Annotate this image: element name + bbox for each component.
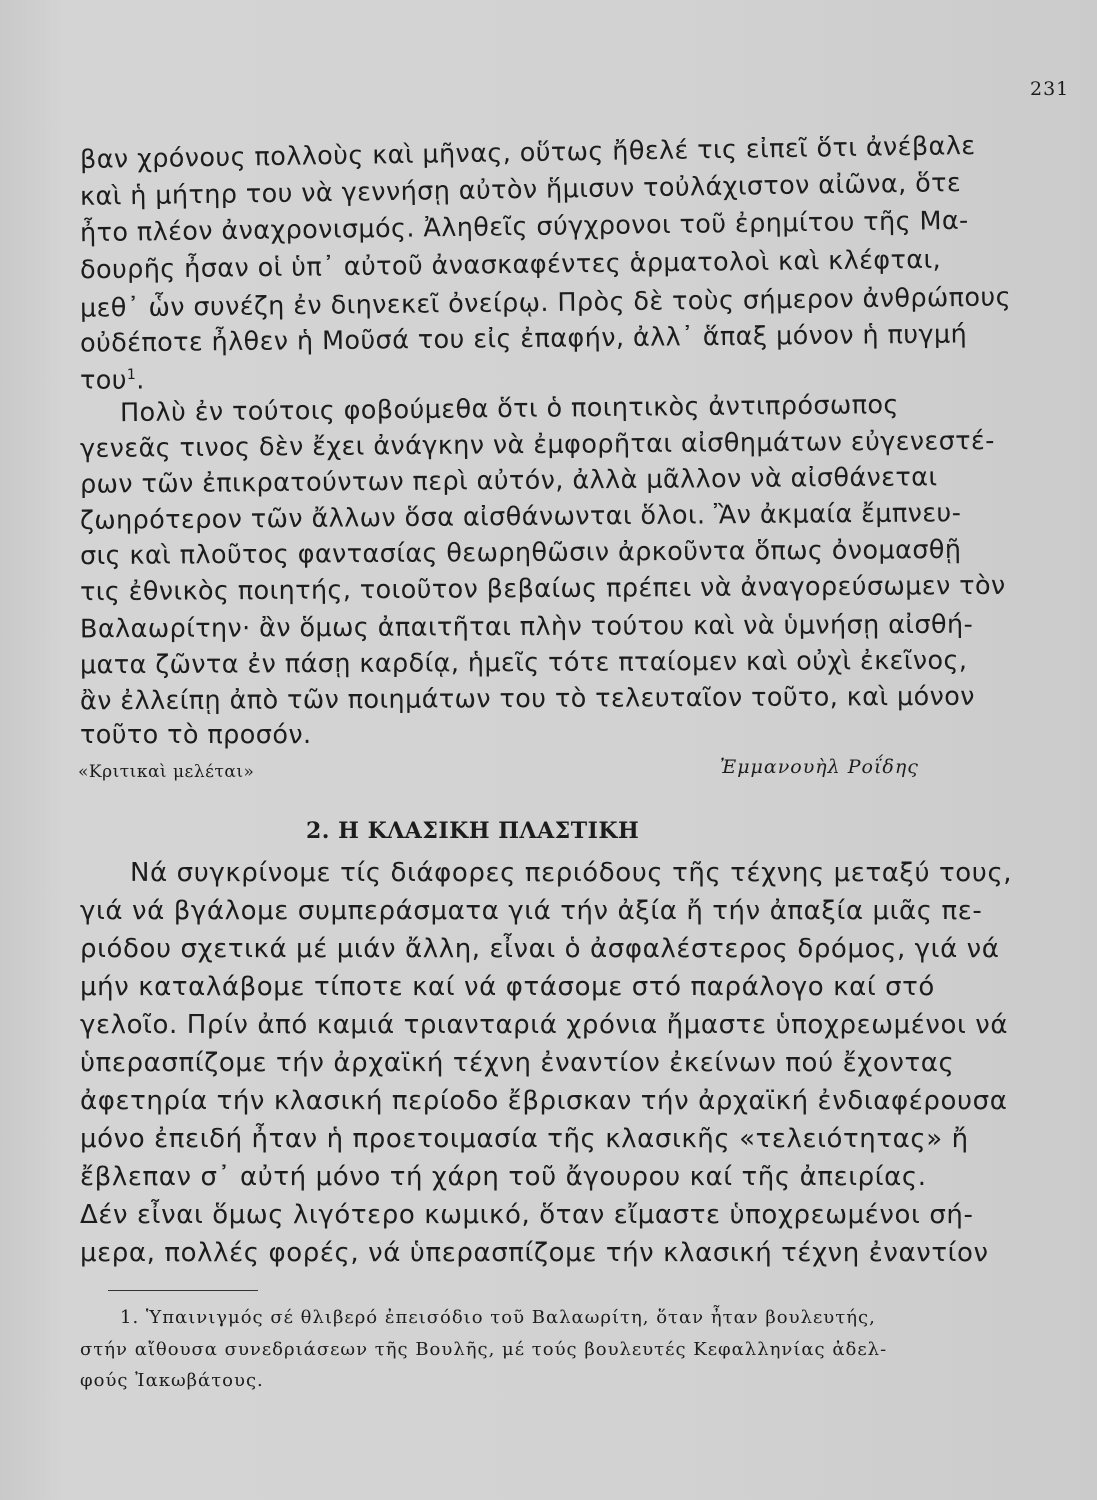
text-line: ὑπερασπίζομε τήν ἀρχαϊκή τέχνη ἐναντίον ἐκείνων πού ἔχοντας [80, 1048, 955, 1078]
text-line: ἀφετηρία τήν κλασική περίοδο ἔβρισκαν τήν ἀρχαϊκή ἐνδιαφέρουσα [80, 1086, 1008, 1116]
footnote-line: στήν αἴθουσα συνεδριάσεων τῆς Βουλῆς, μέ τούς βουλευτές Κεφαλληνίας ἀδελ- [80, 1339, 888, 1360]
text-line: ἂν ἐλλείπῃ ἀπὸ τῶν ποιημάτων του τὸ τελευταῖον τοῦτο, καὶ μόνον [79, 681, 975, 717]
text-line: ρων τῶν ἐπικρατούντων περὶ αὐτόν, ἀλλὰ μᾶλλον νὰ αἰσθάνεται [79, 462, 938, 500]
text-line: τοῦτο τὸ προσόν. [80, 720, 312, 750]
author-name: Ἐμμανουὴλ Ροΐδης [720, 756, 919, 778]
text-line: Δέν εἶναι ὅμως λιγότερο κωμικό, ὅταν εἴμαστε ὑποχρεωμένοι σή- [80, 1200, 974, 1230]
footnote-line: 1. Ὑπαινιγμός σέ θλιβερό ἐπεισόδιο τοῦ Βαλαωρίτη, ὅταν ἦταν βουλευτής, [120, 1307, 876, 1328]
text-line: ζωηρότερον τῶν ἄλλων ὅσα αἰσθάνωνται ὅλοι. Ἂν ἀκμαία ἔμπνευ- [79, 498, 962, 536]
text-line: ἔβλεπαν σ᾽ αὐτή μόνο τή χάρη τοῦ ἄγουρου καί τῆς ἀπειρίας. [80, 1162, 927, 1192]
source-citation: «Κριτικαὶ μελέται» [78, 762, 255, 782]
text-line: γελοῖο. Πρίν ἀπό καμιά τριανταριά χρόνια ἤμαστε ὑποχρεωμένοι νά [80, 1010, 1009, 1040]
footnote-divider [108, 1290, 258, 1291]
text-line: ματα ζῶντα ἐν πάσῃ καρδίᾳ, ἡμεῖς τότε πταίομεν καὶ οὐχὶ ἐκεῖνος, [79, 645, 968, 681]
text-line: ριόδου σχετικά μέ μιάν ἄλλη, εἶναι ὁ ἀσφαλέστερος δρόμος, γιά νά [80, 934, 1000, 964]
text-line: σις καὶ πλοῦτος φαντασίας θεωρηθῶσιν ἀρκοῦντα ὅπως ὀνομασθῇ [79, 534, 962, 572]
text-line: Βαλαωρίτην· ἂν ὅμως ἀπαιτῆται πλὴν τούτου καὶ νὰ ὑμνήσῃ αἰσθή- [79, 609, 974, 645]
text-line: βαν χρόνους πολλοὺς καὶ μῆνας, οὕτως ἤθελέ τις εἰπεῖ ὅτι ἀνέβαλε [79, 130, 976, 176]
text-line: μερα, πολλές φορές, νά ὑπερασπίζομε τήν κλασική τέχνη ἐναντίον [80, 1238, 989, 1268]
line-end: . [136, 365, 145, 396]
text-line: μεθ᾽ ὧν συνέζη ἐν διηνεκεῖ ὀνείρῳ. Πρὸς δὲ τοὺς σήμερον ἀνθρώπους [79, 282, 1012, 324]
footnote-marker: 1 [126, 367, 137, 383]
text-line: μήν καταλάβομε τίποτε καί νά φτάσομε στό παράλογο καί στό [80, 972, 935, 1002]
text-line: γενεᾶς τινος δὲν ἔχει ἀνάγκην νὰ ἐμφορῆται αἰσθημάτων εὐγενεστέ- [79, 426, 995, 464]
text-line: μόνο ἐπειδή ἦταν ἡ προετοιμασία τῆς κλασικῆς «τελειότητας» ἤ [80, 1124, 969, 1154]
text-line: καὶ ἡ μήτηρ του νὰ γεννήσῃ αὐτὸν ἥμισυν τοὐλάχιστον αἰῶνα, ὅτε [79, 168, 962, 212]
text-line: ἦτο πλέον ἀναχρονισμός. Ἀληθεῖς σύγχρονοι τοῦ ἐρημίτου τῆς Μα- [79, 205, 969, 249]
text-line: δουρῆς ἦσαν οἱ ὑπ᾽ αὐτοῦ ἀνασκαφέντες ἁρματολοὶ καὶ κλέφται, [79, 244, 942, 286]
text-line: Πολὺ ἐν τούτοις φοβούμεθα ὅτι ὁ ποιητικὸς ἀντιπρόσωπος [119, 389, 899, 429]
section-heading: 2. Η ΚΛΑΣΙΚΗ ΠΛΑΣΤΙΚΗ [306, 818, 640, 844]
text-line-with-footnote [80, 358, 145, 398]
page-number: 231 [1030, 78, 1070, 100]
text-line: Νά συγκρίνομε τίς διάφορες περιόδους τῆς τέχνης μεταξύ τους, [130, 858, 1013, 888]
text-line: τις ἐθνικὸς ποιητής, τοιοῦτον βεβαίως πρέπει νὰ ἀναγορεύσωμεν τὸν [79, 570, 1006, 608]
text-line: οὐδέποτε ἦλθεν ἡ Μοῦσά του εἰς ἐπαφήν, ἀλλ᾽ ἅπαξ μόνον ἡ πυγμή [79, 319, 968, 359]
footnote-line: φούς Ἰακωβάτους. [80, 1370, 264, 1391]
text-line: γιά νά βγάλομε συμπεράσματα γιά τήν ἀξία ἤ τήν ἀπαξία μιᾶς πε- [80, 896, 983, 926]
text-fragment: του [80, 365, 127, 396]
